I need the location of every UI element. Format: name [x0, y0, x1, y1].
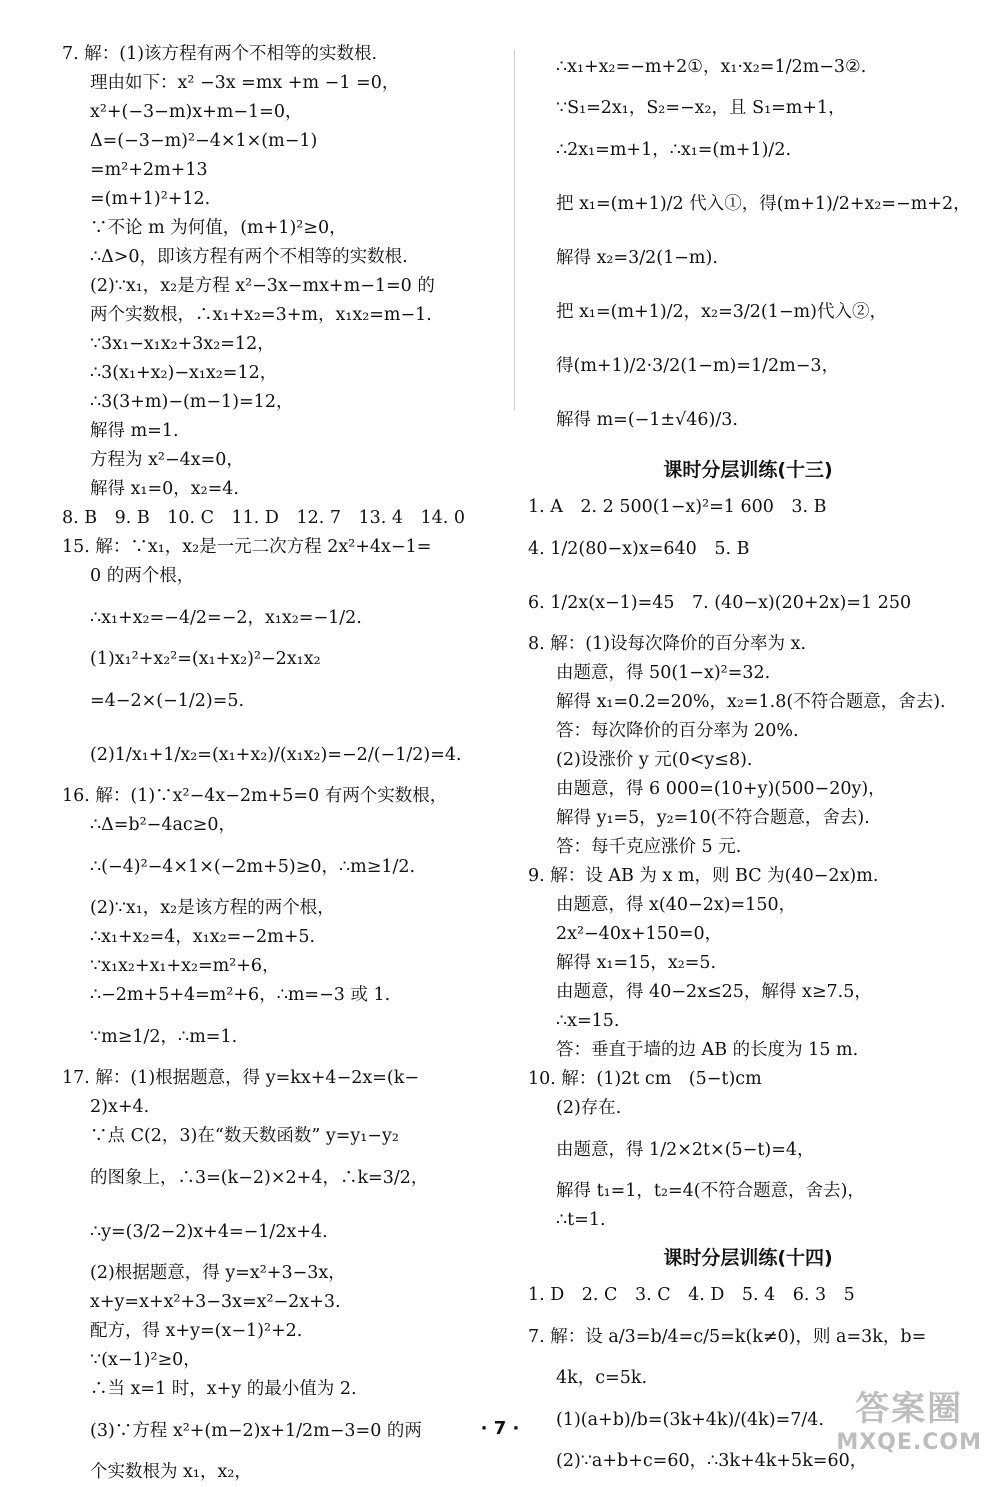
answer-line: ∴Δ=b²−4ac≥0，	[90, 815, 236, 835]
answer-line: x+y=x+x²+3−3x=x²−2x+3.	[90, 1292, 341, 1312]
answer-line: 把 x₁=(m+1)/2 代入①，得(m+1)/2+x₂=−m+2，	[556, 194, 971, 214]
answer-line: =m²+2m+13	[90, 160, 208, 180]
answer-line: (2)存在.	[556, 1098, 622, 1118]
page-number: · 7 ·	[480, 1418, 520, 1439]
section-heading: 课时分层训练(十四)	[663, 1247, 833, 1269]
answer-line: 8. B 9. B 10. C 11. D 12. 7 13. 4 14. 0	[62, 508, 466, 528]
answer-line: 解得 x₁=0.2=20%，x₂=1.8(不符合题意，舍去).	[556, 692, 946, 712]
answer-line: ∵(x−1)²≥0，	[90, 1350, 201, 1370]
watermark-top: 答案圈	[855, 1389, 964, 1429]
answer-line: 解得 x₁=15，x₂=5.	[556, 953, 717, 973]
answer-line: ∴当 x=1 时，x+y 的最小值为 2.	[90, 1379, 357, 1399]
answer-line: ∴t=1.	[556, 1210, 606, 1230]
answer-line: ∴x₁+x₂=−m+2①，x₁·x₂=1/2m−3②.	[556, 57, 867, 77]
answer-line: 答：每千克应涨价 5 元.	[556, 837, 742, 857]
answer-line: 解得 m=(−1±√46)/3.	[556, 410, 738, 430]
right-column	[528, 40, 971, 1476]
answer-line: 解得 y₁=5，y₂=10(不符合题意，舍去).	[556, 808, 870, 828]
answer-line: 4. 1/2(80−x)x=640 5. B	[528, 539, 750, 559]
answer-line: 2)x+4.	[90, 1097, 150, 1117]
watermark-logo	[836, 1381, 982, 1455]
answer-line: 17. 解：(1)根据题意，得 y=kx+4−2x=(k−	[62, 1068, 419, 1088]
answer-line: 答：每次降价的百分率为 20%.	[556, 721, 799, 741]
answer-line: 把 x₁=(m+1)/2，x₂=3/2(1−m)代入②，	[556, 302, 887, 322]
answer-line: ∴x=15.	[556, 1011, 620, 1031]
watermark-url: MXQE.COM	[836, 1430, 982, 1455]
answer-line: 15. 解：∵x₁，x₂是一元二次方程 2x²+4x−1=	[62, 537, 432, 557]
answer-line: (1)x₁²+x₂²=(x₁+x₂)²−2x₁x₂	[90, 649, 321, 669]
answer-line: ∵m≥1/2，∴m=1.	[90, 1027, 238, 1047]
answer-line: 由题意，得 40−2x≤25，解得 x≥7.5，	[556, 982, 872, 1002]
answer-line: 答：垂直于墙的边 AB 的长度为 15 m.	[556, 1040, 859, 1060]
answer-line: (2)根据题意，得 y=x²+3−3x，	[90, 1263, 346, 1283]
column-divider	[514, 50, 515, 410]
answer-line: ∴Δ>0，即该方程有两个不相等的实数根.	[90, 247, 408, 267]
answer-line: 解得 m=1.	[90, 421, 179, 441]
answer-line: (3)∵方程 x²+(m−2)x+1/2m−3=0 的两	[90, 1421, 422, 1441]
answer-line: 0 的两个根，	[90, 566, 195, 586]
answer-line: 6. 1/2x(x−1)=45 7. (40−x)(20+2x)=1 250	[528, 593, 912, 613]
answer-line: 8. 解：(1)设每次降价的百分率为 x.	[528, 634, 807, 654]
answer-line: Δ=(−3−m)²−4×1×(m−1)	[90, 131, 318, 151]
answer-line: 7. 解：(1)该方程有两个不相等的实数根.	[62, 44, 378, 64]
answer-line: ∴3(x₁+x₂)−x₁x₂=12，	[90, 363, 278, 383]
answer-line: 由题意，得 50(1−x)²=32.	[556, 663, 771, 683]
answer-line: 解得 x₂=3/2(1−m).	[556, 248, 718, 268]
answer-line: 得(m+1)/2·3/2(1−m)=1/2m−3，	[556, 356, 840, 376]
answer-line: 2x²−40x+150=0，	[556, 924, 723, 944]
left-column	[62, 40, 502, 1487]
answer-line: 1. D 2. C 3. C 4. D 5. 4 6. 3 5	[528, 1285, 855, 1305]
answer-line: (2)∵x₁，x₂是方程 x²−3x−mx+m−1=0 的	[90, 276, 435, 296]
answer-line: 7. 解：设 a/3=b/4=c/5=k(k≠0)，则 a=3k，b=	[528, 1327, 927, 1347]
answer-line: ∴2x₁=m+1，∴x₁=(m+1)/2.	[556, 140, 792, 160]
answer-line: 10. 解：(1)2t cm (5−t)cm	[528, 1069, 762, 1089]
answer-line: ∴x₁+x₂=−4/2=−2，x₁x₂=−1/2.	[90, 608, 362, 628]
answer-line: 方程为 x²−4x=0，	[90, 450, 244, 470]
answer-line: (2)∵x₁，x₂是该方程的两个根，	[90, 898, 335, 918]
answer-line: 由题意，得 6 000=(10+y)(500−20y)，	[556, 779, 886, 799]
answer-line: 由题意，得 1/2×2t×(5−t)=4，	[556, 1140, 815, 1160]
answer-line: 解得 t₁=1，t₂=4(不符合题意，舍去)，	[556, 1181, 865, 1201]
answer-line: ∴(−4)²−4×1×(−2m+5)≥0，∴m≥1/2.	[90, 857, 416, 877]
answer-line: ∴3(3+m)−(m−1)=12，	[90, 392, 294, 412]
answer-line: x²+(−3−m)x+m−1=0，	[90, 102, 303, 122]
answer-line: 配方，得 x+y=(x−1)²+2.	[90, 1321, 303, 1341]
answer-line: ∵点 C(2，3)在“数天数函数” y=y₁−y₂	[90, 1126, 399, 1146]
answer-line: ∵3x₁−x₁x₂+3x₂=12，	[90, 334, 275, 354]
answer-line: (2)1/x₁+1/x₂=(x₁+x₂)/(x₁x₂)=−2/(−1/2)=4.	[90, 745, 462, 765]
answer-line: 解得 x₁=0，x₂=4.	[90, 479, 239, 499]
answer-line: =4−2×(−1/2)=5.	[90, 691, 245, 711]
answer-line: (1)(a+b)/b=(3k+4k)/(4k)=7/4.	[556, 1410, 824, 1430]
section-heading: 课时分层训练(十三)	[663, 459, 833, 481]
answer-line: (2)∵a+b+c=60，∴3k+4k+5k=60，	[556, 1451, 868, 1471]
answer-line: 理由如下：x² −3x =mx +m −1 =0，	[90, 73, 400, 93]
answer-line: 4k，c=5k.	[556, 1368, 648, 1388]
answer-line: ∴−2m+5+4=m²+6，∴m=−3 或 1.	[90, 985, 391, 1005]
answer-line: =(m+1)²+12.	[90, 189, 211, 209]
answer-line: ∵S₁=2x₁，S₂=−x₂，且 S₁=m+1，	[556, 98, 846, 118]
answer-line: 9. 解：设 AB 为 x m，则 BC 为(40−2x)m.	[528, 866, 879, 886]
answer-line: ∴y=(3/2−2)x+4=−1/2x+4.	[90, 1222, 328, 1242]
answer-line: ∵x₁x₂+x₁+x₂=m²+6，	[90, 956, 280, 976]
answer-line: 1. A 2. 2 500(1−x)²=1 600 3. B	[528, 497, 827, 517]
answer-line: 的图象上，∴3=(k−2)×2+4，∴k=3/2，	[90, 1168, 429, 1188]
answer-line: 两个实数根，∴x₁+x₂=3+m，x₁x₂=m−1.	[90, 305, 432, 325]
answer-line: ∵不论 m 为何值，(m+1)²≥0，	[90, 218, 347, 238]
answer-line: (2)设涨价 y 元(0<y≤8).	[556, 750, 753, 770]
answer-line: ∴x₁+x₂=4，x₁x₂=−2m+5.	[90, 927, 316, 947]
answer-line: 16. 解：(1)∵x²−4x−2m+5=0 有两个实数根，	[62, 786, 448, 806]
answer-line: 个实数根为 x₁，x₂，	[90, 1462, 252, 1482]
answer-line: 由题意，得 x(40−2x)=150，	[556, 895, 797, 915]
